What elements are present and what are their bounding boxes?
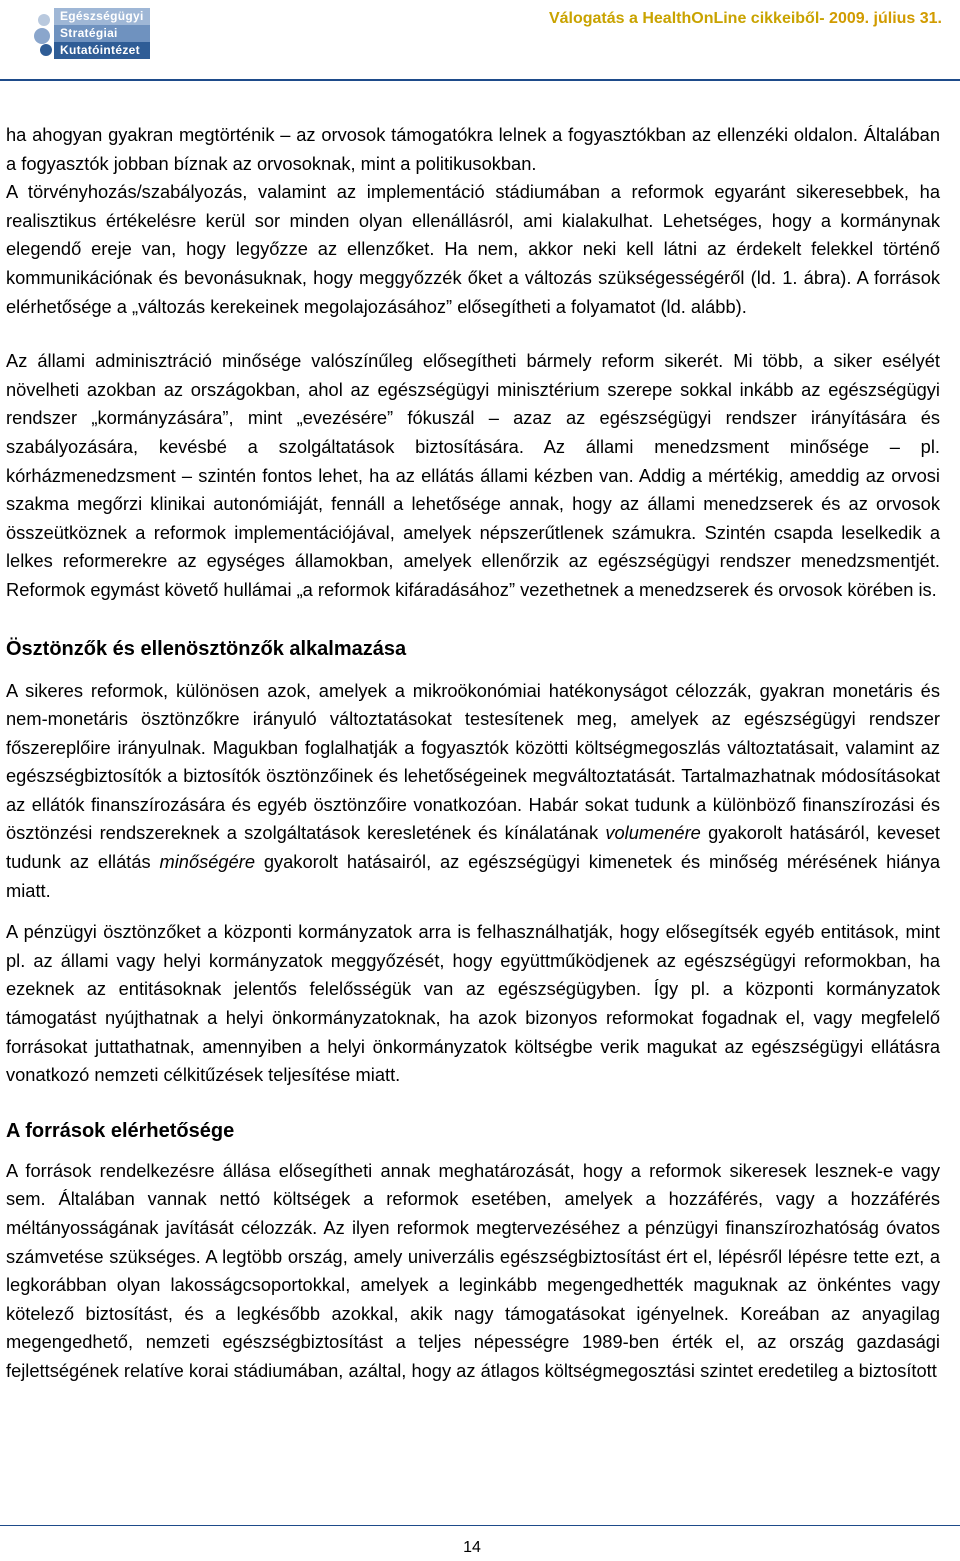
logo-wordmark — [54, 8, 150, 59]
page-number: 14 — [463, 1539, 481, 1556]
institute-logo — [30, 8, 144, 62]
paragraph-text: A sikeres reformok, különösen azok, amelyek a mikroökonómiai hatékonyságot célozzák, gyakran monetáris és nem-monetáris ösztönzőkre irányuló változtatásokat testesítenek meg, amelyek az egészségügyi rendszer főszereplőire irányulnak. Magukban foglalhatják a fogyasztók közötti költségmegoszlás változtatásait, valamint az egészségbiztosítók a biztosítók ösztönzőinek és lehetőségeinek megváltoztatását. Tartalmazhatnak módosításokat az ellátók finanszírozására és egyéb ösztönzőire vonatkozóan. Habár sokat tudunk a különböző finanszírozási és ösztönzési rendszereknek a szolgáltatások keresletének és kínálatának — [6, 679, 940, 844]
header-title-prefix: Válogatás a HealthOnLine cikkeiből- — [548, 10, 830, 27]
header-divider — [0, 79, 960, 81]
document-body — [6, 121, 940, 1386]
logo-line-1: Egészségügyi — [54, 8, 150, 25]
paragraph — [6, 677, 940, 906]
paragraph-text: gyakorolt hatásáról, keveset tudunk az ellátás — [6, 822, 940, 873]
emphasis-text: minőségére — [159, 851, 256, 873]
paragraph: A pénzügyi ösztönzőket a központi kormányzatok arra is felhasználhatják, hogy elősegítsék egyéb entitások, mint pl. az állami vagy helyi kormányzatok meggyőzését, hogy együttműködjenek az egészségügyi reformokban, ha ezeknek az entitásoknak jelentős felelősségük van az egészségügyben. Így pl. a központi kormányzatok támogatást nyújthatnak a helyi önkormányzatoknak, ha azok bizonyos reformokat fogadnak el, vagy megfelelő forrásokat juttathatnak, amennyiben a helyi önkormányzatok költségbe verik magukat az egészségügyi ellátásra vonatkozó nemzeti célkitűzések teljesítése miatt. — [6, 921, 940, 1086]
emphasis-text: volumenére — [605, 822, 701, 844]
section-heading: Ösztönzők és ellenösztönzők alkalmazása — [6, 637, 407, 660]
paragraph: A források rendelkezésre állása elősegítheti annak meghatározását, hogy a reformok sikeresek lesznek-e vagy sem. Általában vannak nettó költségek a reformok esetében, amelyek a hozzáférés, vagy a hozzáférés méltányosságának javítását célozzák. Az ilyen reformok megtervezéséhez a pénzügyi finanszírozhatóság óvatos számvetése szükséges. A legtöbb ország, amely univerzális egészségbiztosítást ért el, lépésről lépésre tette ezt, a legkorábban olyan lakosságcsoportokkal, amelyek a leginkább megengedhették maguknak az önkéntes vagy kötelező biztosítást, és a legkésőbb azokkal, akik nagy támogatásokat igényelnek. Koreában az anyagilag megengedhető, nemzeti egészségbiztosítást a teljes népességre 1989-ben érték el, az ország gazdasági fejlettségének relatíve korai stádiumában, azáltal, hogy az átlagos költségmegosztási szintet eredetileg a biztosított — [6, 1159, 940, 1381]
header-title — [549, 10, 942, 28]
logo-line-3: Kutatóintézet — [54, 42, 150, 59]
section-heading: A források elérhetősége — [6, 1119, 235, 1142]
paragraph: A törvényhozás/szabályozás, valamint az implementáció stádiumában a reformok egyaránt sikeresebbek, ha realisztikus értékelésre kerül sor minden olyan ellenállásról, ami kialakulhat. Lehetséges, hogy a kormánynak elegendő ereje van, hogy legyőzze az ellenzőket. Ha nem, akkor neki kell látni az érdekelt felekkel történő kommunikációnak és bevonásuknak, hogy meggyőzzék őket a változás szükségességéről (ld. 1. ábra). A források elérhetősége a „változás kerekeinek megolajozásához” elősegítheti a folyamatot (ld. alább). — [6, 181, 940, 317]
footer-divider — [0, 1525, 960, 1526]
paragraph: Az állami adminisztráció minősége valószínűleg elősegítheti bármely reform sikerét. Mi több, a siker esélyét növelheti azokban az országokban, ahol az egészségügyi minisztérium szerepe sokkal inkább az egészségügyi rendszer „kormányzására”, mint „evezésére” fókuszál – azaz az egészségügyi rendszer irányítására és szabályozására, kevésbé a szolgáltatások biztosítására. Az állami menedzsment minősége – pl. kórházmenedzsment – szintén fontos lehet, ha az ellátás állami kézben van. Addig a mértékig, ameddig az orvosi szakma megőrzi klinikai autonómiáját, fennáll a lehetősége annak, hogy az állami menedzserek és az orvosok összeütköznek a reformok implementációjával, amelyek népszerűtlenek számukra. Szintén csapda leselkedik a lelkes reformerekre az egységes államokban, amelyek ellenőrzik az egészségügyi rendszer menedzsmentjét. Reformok egymást követő hullámai „a reformok kifáradásához” vezethetnek a menedzserek és orvosok körében is. — [6, 350, 940, 600]
logo-line-2: Stratégiai — [54, 25, 150, 42]
paragraph-text: gyakorolt hatásairól, az egészségügyi kimenetek és minőség mérésének hiánya miatt. — [6, 851, 940, 901]
header-title-date: 2009. július 31. — [829, 10, 942, 27]
paragraph: ha ahogyan gyakran megtörténik – az orvosok támogatókra lelnek a fogyasztókban az ellenzéki oldalon. Általában a fogyasztók jobban bíznak az orvosoknak, mint a politikusokban. — [6, 124, 940, 174]
